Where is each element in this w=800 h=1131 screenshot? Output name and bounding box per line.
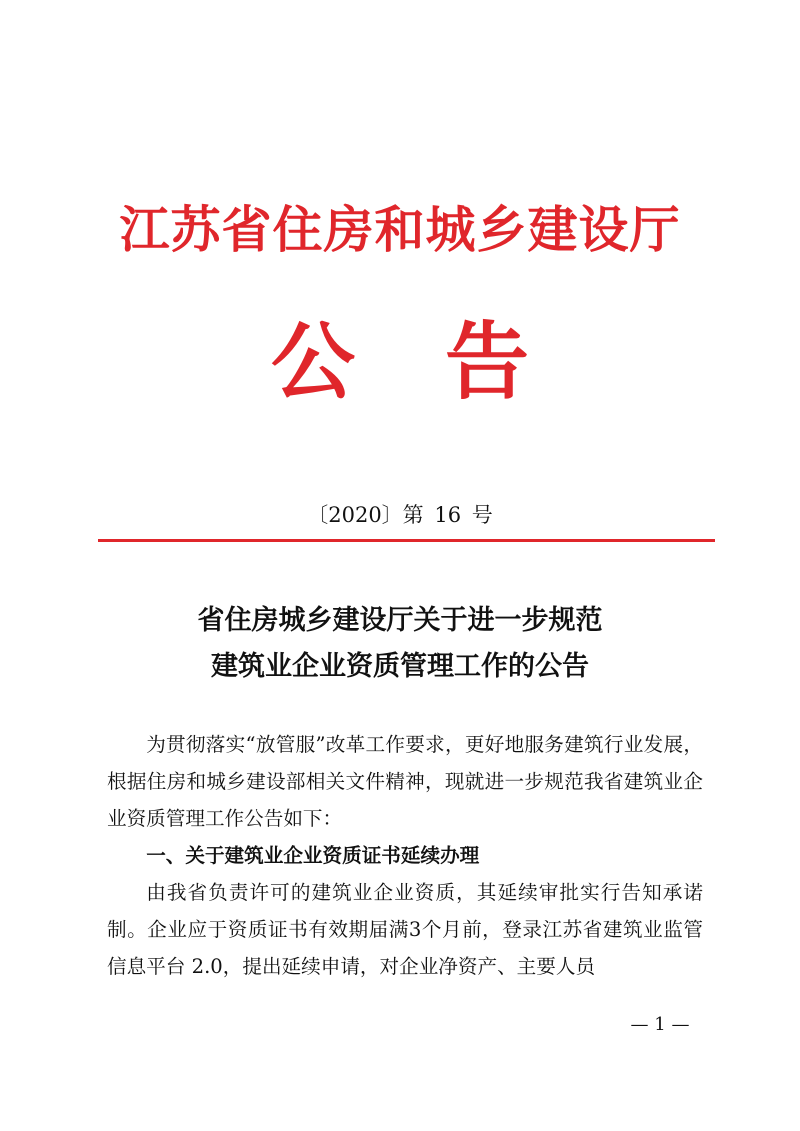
- document-title-line-1: 省住房城乡建设厅关于进一步规范: [197, 605, 603, 636]
- issuing-authority-title: 江苏省住房和城乡建设厅: [119, 200, 681, 259]
- notice-heading: 公告: [270, 312, 619, 411]
- intro-paragraph: 为贯彻落实“放管服”改革工作要求，更好地服务建筑行业发展，根据住房和城乡建设部相关文件精神，现就进一步规范我省建筑业企业资质管理工作公告如下：: [107, 733, 703, 830]
- section-heading-1: 一、关于建筑业企业资质证书延续办理: [146, 844, 480, 867]
- red-divider-line: [98, 539, 715, 542]
- document-title: [0, 598, 800, 690]
- document-body: [107, 726, 703, 985]
- section-1-paragraph: 由我省负责许可的建筑业企业资质，其延续审批实行告知承诺制。企业应于资质证书有效期届满3个月前，登录江苏省建筑业监管信息平台 2.0，提出延续申请，对企业净资产、主要人员: [107, 881, 703, 978]
- document-title-line-2: 建筑业企业资质管理工作的公告: [211, 651, 589, 682]
- page-number: — 1 —: [630, 1014, 690, 1035]
- document-number: 〔2020〕第 16 号: [307, 503, 493, 527]
